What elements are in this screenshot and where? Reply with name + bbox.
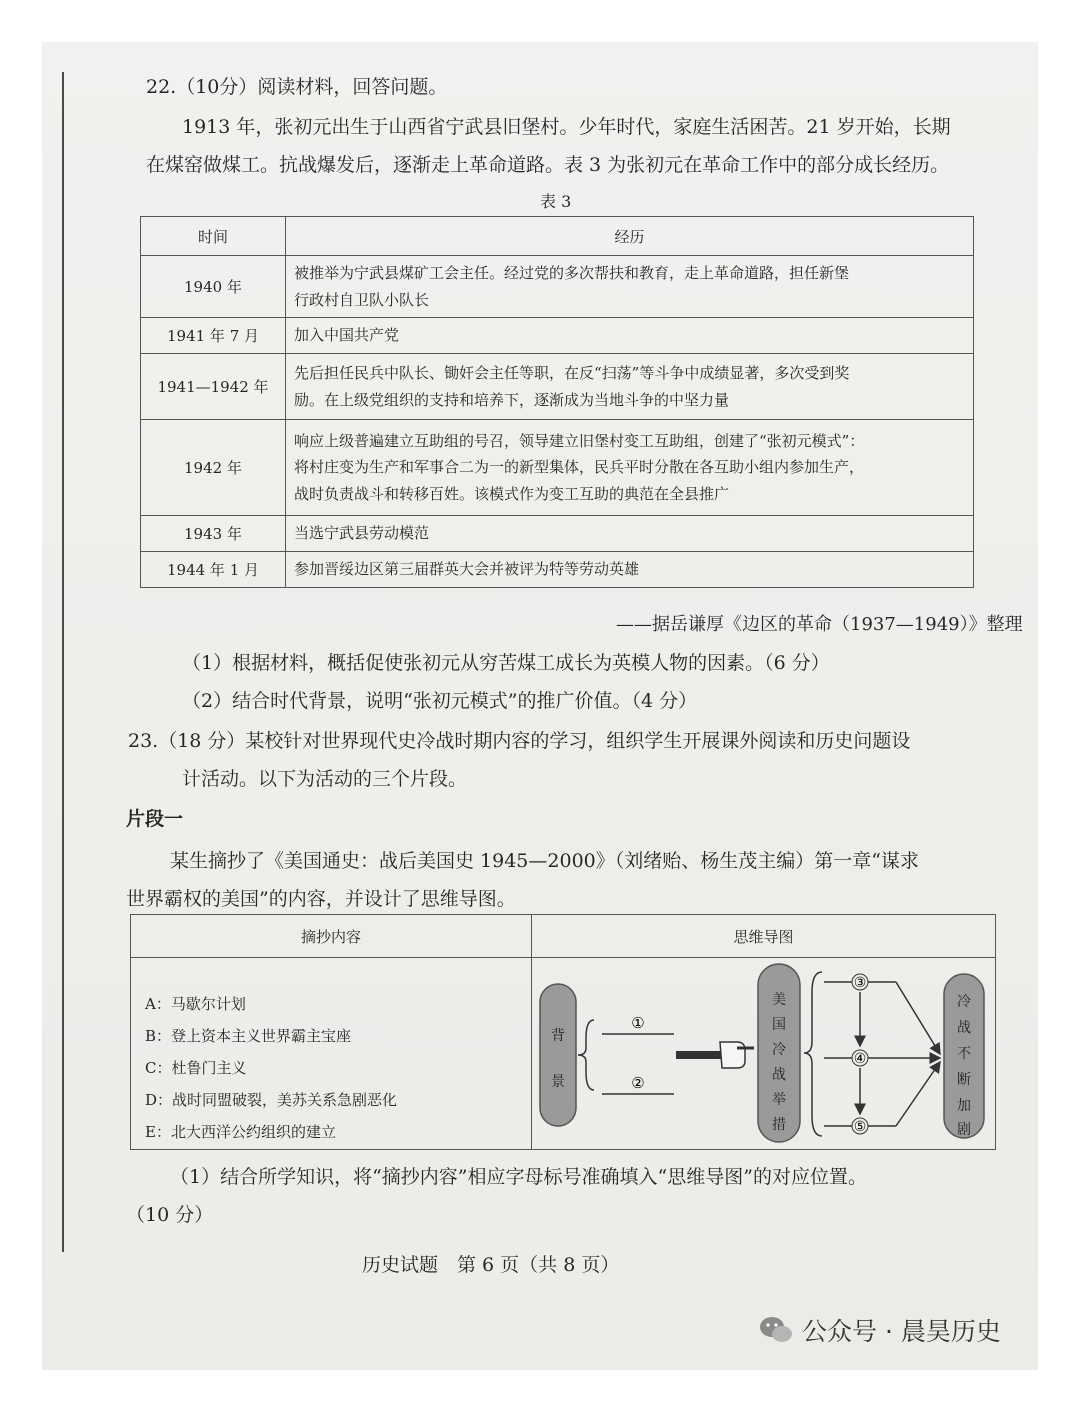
q22-subquestion-1: （1）根据材料，概括促使张初元从穷苦煤工成长为英模人物的因素。（6 分） <box>182 652 830 674</box>
table-row <box>141 256 974 318</box>
column-header-mindmap: 思维导图 <box>532 915 996 958</box>
experience-line: 战时负责战斗和转移百姓。该模式作为变工互助的典范在全县推广 <box>294 484 730 503</box>
table-row <box>141 420 974 516</box>
table-3-caption: 表 3 <box>540 192 572 211</box>
wechat-watermark <box>758 1312 1001 1348</box>
background-char: 景 <box>551 1074 565 1090</box>
experience-line: 参加晋绥边区第三届群英大会并被评为特等劳动英雄 <box>294 560 640 579</box>
background-capsule <box>540 984 576 1126</box>
q22-paragraph-line-2: 在煤窑做煤工。抗战爆发后，逐渐走上革命道路。表 3 为张初元在革命工作中的部分成长经历。 <box>146 154 950 176</box>
measures-char: 举 <box>772 1092 786 1108</box>
measures-brace <box>804 972 822 1136</box>
row-time: 1941—1942 年 <box>141 354 286 420</box>
slot-marker-2: ② <box>631 1074 645 1092</box>
mindmap-diagram <box>532 958 1010 1152</box>
q23-paragraph-line-1: 某生摘抄了《美国通史：战后美国史 1945—2000》（刘绪贻、杨生茂主编）第一章“谋求 <box>170 850 919 872</box>
arrow-5-to-result <box>896 1062 940 1126</box>
row-time: 1943 年 <box>141 516 286 552</box>
excerpt-mindmap-table <box>130 914 996 1150</box>
mindmap-cell <box>532 958 996 1150</box>
experience-line: 先后担任民兵中队长、锄奸会主任等职，在反“扫荡”等斗争中成绩显著，多次受到奖 <box>294 364 850 383</box>
slot-marker-5: ⑤ <box>853 1119 867 1135</box>
wechat-icon <box>758 1315 794 1345</box>
row-time: 1944 年 1 月 <box>141 552 286 588</box>
row-experience <box>286 256 974 318</box>
section-heading-fragment-1: 片段一 <box>126 808 184 830</box>
table-row <box>141 516 974 552</box>
list-item: C：杜鲁门主义 <box>145 1059 247 1077</box>
exam-page-photo <box>42 42 1038 1370</box>
row-experience <box>286 552 974 588</box>
experience-line: 响应上级普遍建立互助组的号召，领导建立旧堡村变工互助组，创建了“张初元模式”： <box>294 432 865 451</box>
experience-line: 行政村自卫队小队长 <box>294 290 430 309</box>
q23-intro-line-1: 23.（18 分）某校针对世界现代史冷战时期内容的学习，组织学生开展课外阅读和历史问题设 <box>128 730 911 752</box>
measures-char: 措 <box>772 1117 786 1133</box>
row-experience <box>286 516 974 552</box>
result-char: 加 <box>957 1098 971 1114</box>
result-char: 不 <box>957 1046 971 1062</box>
result-char: 冷 <box>957 994 971 1010</box>
q23-intro-line-2: 计活动。以下为活动的三个片段。 <box>182 768 468 790</box>
table-row <box>131 958 996 1150</box>
list-item: B：登上资本主义世界霸主宝座 <box>145 1027 352 1045</box>
arrow-3-to-result <box>896 982 940 1054</box>
experience-line: 当选宁武县劳动模范 <box>294 524 430 543</box>
table-header-row <box>141 217 974 256</box>
experience-line: 励。在上级党组织的支持和培养下，逐渐成为当地斗争的中坚力量 <box>294 390 730 409</box>
result-char: 战 <box>957 1020 971 1036</box>
result-char: 剧 <box>957 1122 971 1138</box>
experience-line: 将村庄变为生产和军事合二为一的新型集体，民兵平时分散在各互助小组内参加生产， <box>294 458 865 477</box>
row-experience <box>286 354 974 420</box>
slot-marker-3: ③ <box>853 975 867 991</box>
list-item: A：马歇尔计划 <box>145 995 246 1013</box>
q23-paragraph-line-2: 世界霸权的美国”的内容，并设计了思维导图。 <box>126 888 516 910</box>
row-experience <box>286 318 974 354</box>
table-3 <box>140 216 974 588</box>
column-header-excerpt: 摘抄内容 <box>131 915 532 958</box>
background-char: 背 <box>551 1028 565 1044</box>
table-row <box>141 552 974 588</box>
result-char: 断 <box>957 1072 971 1088</box>
page-footer: 历史试题 第 6 页（共 8 页） <box>362 1254 620 1276</box>
row-time: 1942 年 <box>141 420 286 516</box>
list-item: D：战时同盟破裂，美苏关系急剧恶化 <box>145 1091 398 1109</box>
table-row <box>141 354 974 420</box>
column-header-experience: 经历 <box>286 217 974 256</box>
binding-margin-line <box>62 72 64 1252</box>
q22-subquestion-2: （2）结合时代背景，说明“张初元模式”的推广价值。（4 分） <box>182 690 698 712</box>
source-citation: ——据岳谦厚《边区的革命（1937—1949）》整理 <box>616 614 1023 635</box>
measures-char: 美 <box>772 992 786 1008</box>
excerpt-list <box>131 958 532 1150</box>
table-row <box>141 318 974 354</box>
background-brace <box>578 1020 594 1090</box>
slot-marker-1: ① <box>631 1014 645 1032</box>
column-header-time: 时间 <box>141 217 286 256</box>
q22-title: 22.（10分）阅读材料，回答问题。 <box>146 76 448 98</box>
q22-paragraph-line-1: 1913 年，张初元出生于山西省宁武县旧堡村。少年时代，家庭生活困苦。21 岁开始，长期 <box>182 116 951 138</box>
experience-line: 被推举为宁武县煤矿工会主任。经过党的多次帮扶和教育，走上革命道路，担任新堡 <box>294 264 850 283</box>
row-time: 1941 年 7 月 <box>141 318 286 354</box>
slot-marker-4: ④ <box>853 1051 867 1067</box>
list-item: E：北大西洋公约组织的建立 <box>145 1123 336 1141</box>
measures-char: 战 <box>772 1067 786 1083</box>
measures-char: 冷 <box>772 1042 786 1058</box>
q23-subquestion-1-line-1: （1）结合所学知识，将“摘抄内容”相应字母标号准确填入“思维导图”的对应位置。 <box>170 1166 867 1188</box>
q23-subquestion-1-line-2: （10 分） <box>126 1204 214 1226</box>
experience-line: 加入中国共产党 <box>294 326 400 345</box>
pointing-hand-icon <box>676 1042 754 1068</box>
table-header-row <box>131 915 996 958</box>
row-time: 1940 年 <box>141 256 286 318</box>
measures-char: 国 <box>772 1017 786 1033</box>
row-experience <box>286 420 974 516</box>
watermark-text: 公众号 · 晨昊历史 <box>802 1317 1001 1346</box>
